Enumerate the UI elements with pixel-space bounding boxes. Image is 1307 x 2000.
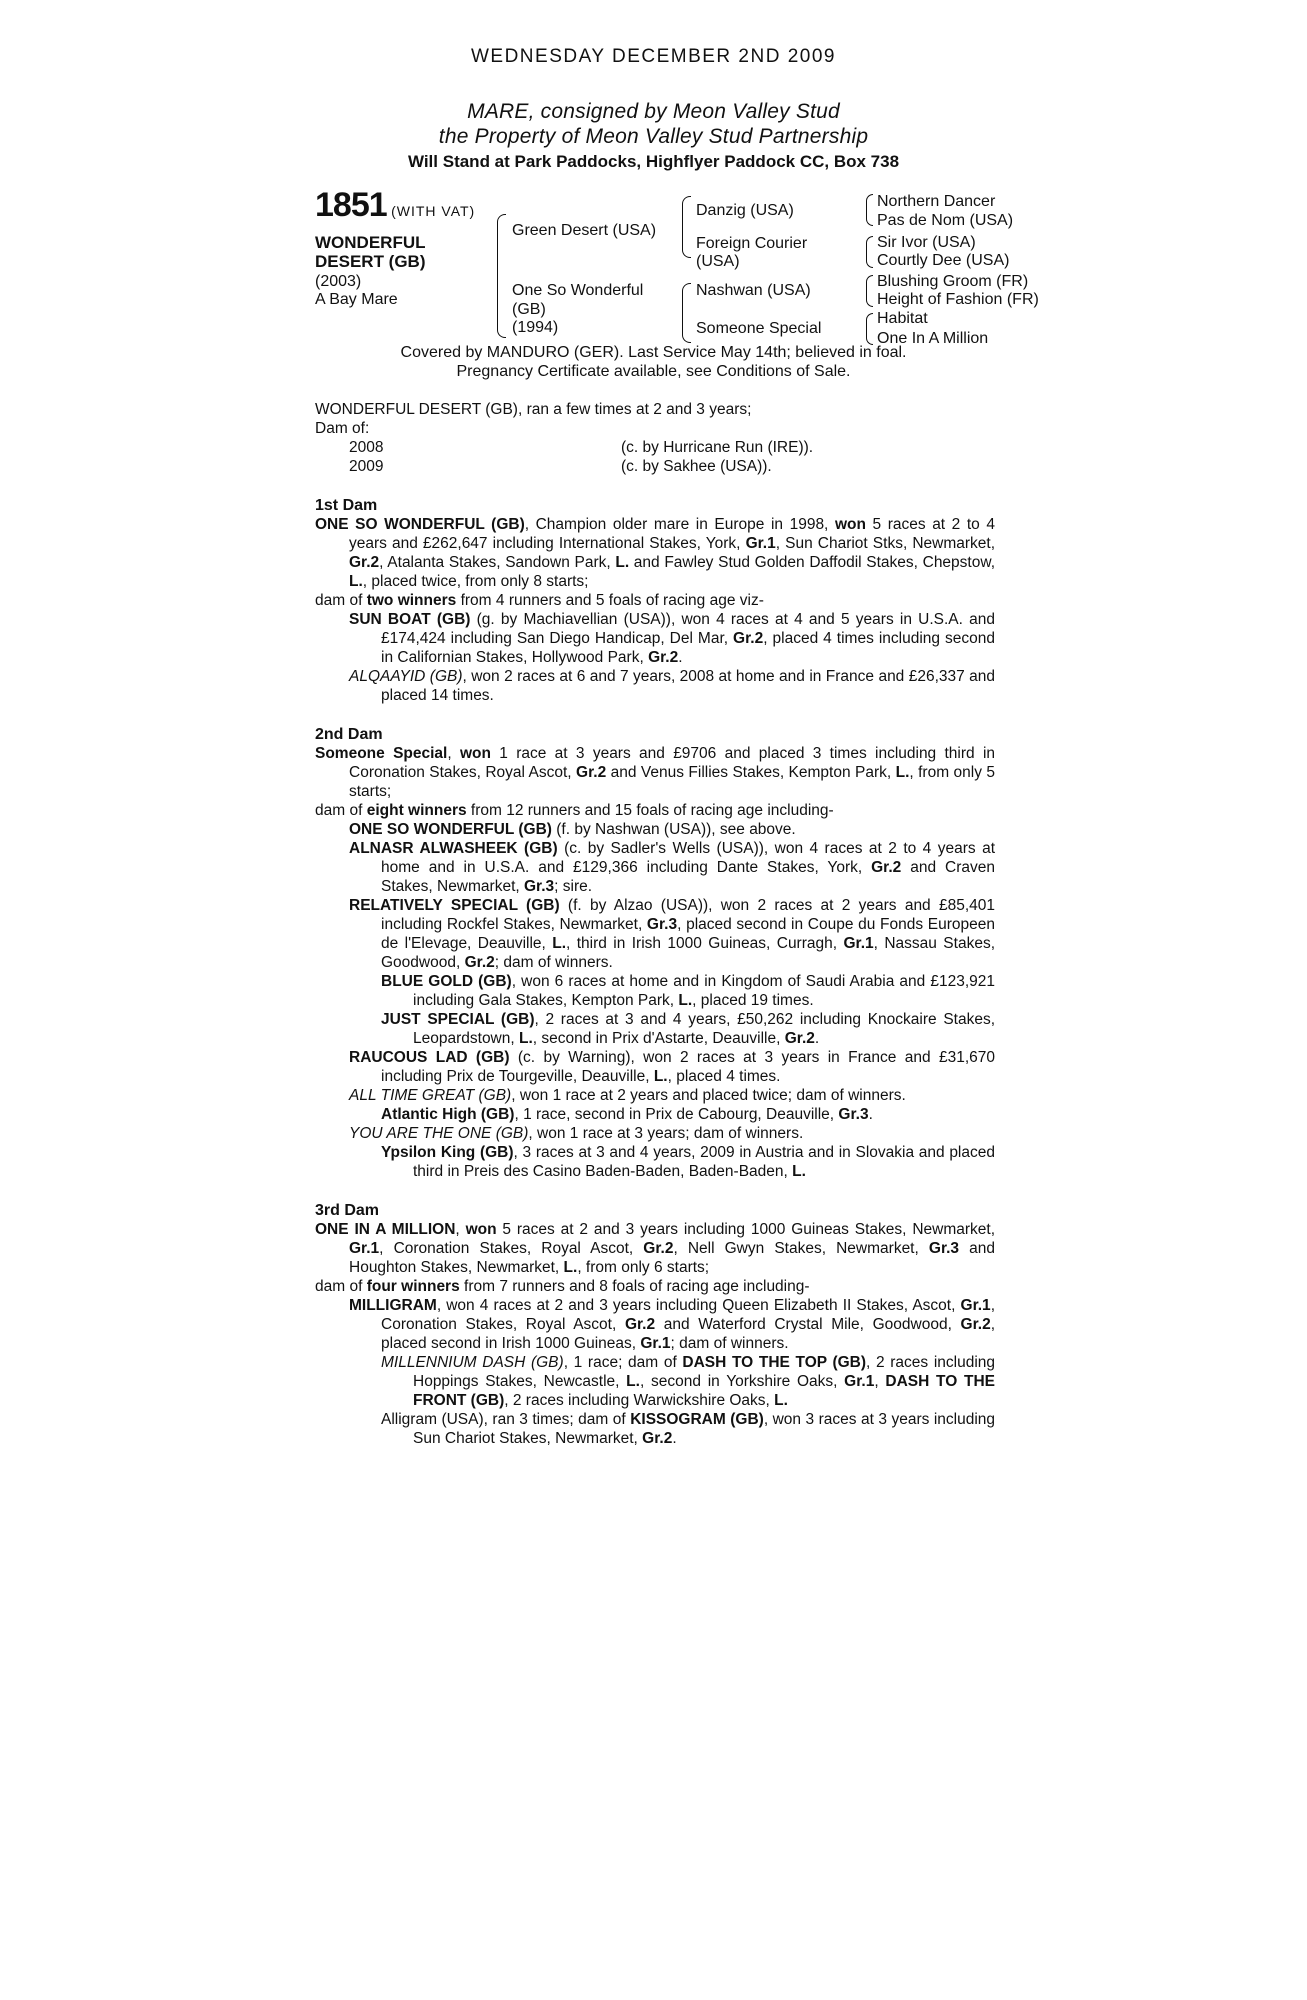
pedigree-dsd: Height of Fashion (FR): [877, 291, 1039, 308]
text-run: , third in Irish 1000 Guineas, Curragh,: [566, 935, 844, 952]
pedigree-sire-sire: Danzig (USA): [696, 202, 794, 219]
text-run: from 12 runners and 15 foals of racing age including-: [466, 802, 834, 819]
pedigree-brace-3c: [866, 275, 873, 307]
text-run: .: [678, 649, 683, 666]
pedigree-brace-1: [497, 214, 506, 338]
italic-text: ALL TIME GREAT (GB): [349, 1087, 512, 1104]
bold-text: Gr.2: [871, 859, 902, 876]
text-run: , Champion older mare in Europe in 1998,: [524, 516, 835, 533]
second-dam-damof: [315, 801, 995, 820]
text-run: , second in Prix d'Astarte, Deauville,: [532, 1030, 785, 1047]
text-run: , placed 4 times.: [667, 1068, 781, 1085]
bold-text: ALNASR ALWASHEEK (GB): [349, 840, 558, 857]
text-run: ,: [874, 1373, 886, 1390]
text-run: dam of: [315, 592, 367, 609]
bold-text: Gr.2: [648, 649, 679, 666]
bold-text: won: [459, 745, 491, 762]
progeny-entry: [315, 972, 995, 1010]
pedigree-brace-2a: [682, 196, 691, 258]
catalogue-body: [315, 400, 995, 1448]
bold-text: Someone Special: [315, 745, 448, 762]
pedigree-sds: Sir Ivor (USA): [877, 234, 976, 251]
text-run: , Atalanta Stakes, Sandown Park,: [379, 554, 616, 571]
text-run: ; dam of winners.: [670, 1335, 789, 1352]
text-run: , placed twice, from only 8 starts;: [362, 573, 589, 590]
pedigree-dss: Blushing Groom (FR): [877, 273, 1029, 290]
progeny-entry: [315, 1353, 995, 1410]
first-dam-para: [315, 515, 995, 591]
text-run: , won 3 races at 3 years including Sun Chariot Stakes, Newmarket,: [413, 1411, 996, 1447]
race-record: WONDERFUL DESERT (GB), ran a few times at 2 and 3 years;: [315, 401, 752, 418]
text-run: , placed 4 times including second in Californian Stakes, Hollywood Park,: [381, 630, 995, 666]
bold-text: Gr.1: [349, 1240, 380, 1257]
progeny-entry: [315, 1010, 995, 1048]
bold-text: Gr.1: [844, 1373, 875, 1390]
bold-text: RELATIVELY SPECIAL (GB): [349, 897, 560, 914]
text-run: (c. by Sadler's Wells (USA)), won 4 races at 2 to 4 years at home and in U.S.A. and £129,366 including Dante Stakes, York,: [381, 840, 995, 876]
pedigree-ssd: Pas de Nom (USA): [877, 212, 1014, 229]
text-run: , placed second in Irish 1000 Guineas,: [381, 1316, 996, 1352]
pedigree-sdd: Courtly Dee (USA): [877, 252, 1010, 269]
pedigree-sire-dam-line2: (USA): [696, 253, 740, 270]
italic-text: MILLENNIUM DASH (GB): [381, 1354, 564, 1371]
bold-text: MILLIGRAM: [349, 1297, 437, 1314]
bold-text: L.: [678, 992, 693, 1009]
bold-text: Gr.2: [464, 954, 495, 971]
progeny-entry: [315, 1105, 995, 1124]
bold-text: four winners: [366, 1278, 460, 1295]
text-run: , Coronation Stakes, Royal Ascot,: [379, 1240, 644, 1257]
text-run: dam of: [315, 802, 367, 819]
horse-description: A Bay Mare: [315, 291, 398, 308]
text-run: dam of: [315, 1278, 367, 1295]
text-run: , 2 races including Warwickshire Oaks,: [504, 1392, 775, 1409]
foaling-year: (2003): [315, 273, 362, 290]
text-run: , Nell Gwyn Stakes, Newmarket,: [673, 1240, 929, 1257]
horse-name-line1: WONDERFUL: [315, 233, 426, 252]
stand-line: Will Stand at Park Paddocks, Highflyer Paddock CC, Box 738: [407, 152, 900, 171]
bold-text: Atlantic High (GB): [381, 1106, 515, 1123]
text-run: , won 4 races at 2 and 3 years including Queen Elizabeth II Stakes, Ascot,: [436, 1297, 961, 1314]
pedigree-ddd: One In A Million: [877, 330, 989, 347]
text-run: and Waterford Crystal Mile, Goodwood,: [655, 1316, 961, 1333]
text-run: 1 race at 3 years and £9706 and placed 3 times including third in Coronation Stakes, Royal Ascot,: [349, 745, 996, 781]
progeny-entry: [315, 1086, 995, 1105]
italic-text: YOU ARE THE ONE (GB): [349, 1125, 529, 1142]
text-run: , won 1 race at 3 years; dam of winners.: [528, 1125, 804, 1142]
bold-text: Gr.1: [640, 1335, 671, 1352]
covered-note: Covered by MANDURO (GER). Last Service May 14th; believed in foal.: [400, 344, 907, 361]
progeny-entry: [315, 896, 995, 972]
produce-desc: (c. by Sakhee (USA)).: [621, 458, 772, 475]
pregnancy-note: Pregnancy Certificate available, see Conditions of Sale.: [456, 363, 851, 380]
progeny-entry: [315, 1296, 995, 1353]
text-run: (f. by Alzao (USA)), won 2 races at 2 years and £85,401 including Rockfel Stakes, Newmarket,: [381, 897, 995, 933]
bold-text: won: [465, 1221, 497, 1238]
text-run: , from only 6 starts;: [577, 1259, 710, 1276]
bold-text: L.: [519, 1030, 533, 1047]
bold-text: L.: [349, 573, 363, 590]
bold-text: L.: [653, 1068, 668, 1085]
bold-text: DASH TO THE FRONT (GB): [413, 1373, 995, 1409]
first-dam-damof: [315, 591, 995, 610]
bold-text: L.: [552, 935, 567, 952]
pedigree-sire-dam-line1: Foreign Courier: [696, 235, 808, 252]
bold-text: Gr.2: [642, 1430, 673, 1447]
produce-row: [315, 457, 995, 476]
bold-text: JUST SPECIAL (GB): [381, 1011, 535, 1028]
bold-text: Gr.2: [643, 1240, 674, 1257]
bold-text: ONE SO WONDERFUL (GB): [349, 821, 552, 838]
property-line: the Property of Meon Valley Stud Partnership: [438, 125, 869, 148]
text-run: ,: [455, 1221, 466, 1238]
bold-text: Gr.2: [349, 554, 380, 571]
bold-text: L.: [895, 764, 910, 781]
pedigree-brace-3a: [866, 194, 873, 226]
text-run: , won 1 race at 2 years and placed twice; dam of winners.: [511, 1087, 906, 1104]
text-run: and Craven Stakes, Newmarket,: [381, 859, 995, 895]
text-run: , 1 race, second in Prix de Cabourg, Deauville,: [514, 1106, 839, 1123]
produce-year: 2008: [349, 439, 384, 456]
bold-text: eight winners: [366, 802, 467, 819]
text-run: , won 2 races at 6 and 7 years, 2008 at home and in France and £26,337 and placed 14 times.: [381, 668, 996, 704]
consignor-line: MARE, consigned by Meon Valley Stud: [467, 100, 840, 123]
first-dam-progeny: [315, 610, 995, 705]
horse-name-line2: DESERT (GB): [315, 252, 426, 271]
text-run: 5 races at 2 and 3 years including 1000 Guineas Stakes, Newmarket,: [496, 1221, 996, 1238]
bold-text: BLUE GOLD (GB): [381, 973, 512, 990]
text-run: , won 6 races at home and in Kingdom of Saudi Arabia and £123,921 including Gala Stakes, Kempton Park,: [413, 973, 996, 1009]
bold-text: ONE IN A MILLION: [315, 1221, 456, 1238]
bold-text: DASH TO THE TOP (GB): [682, 1354, 867, 1371]
third-dam-damof: [315, 1277, 995, 1296]
text-run: .: [868, 1106, 873, 1123]
lot-number: 1851: [315, 186, 387, 224]
bold-text: L.: [626, 1373, 640, 1390]
progeny-entry: [315, 1410, 995, 1448]
text-run: , 2 races at 3 and 4 years, £50,262 including Knockaire Stakes, Leopardstown,: [413, 1011, 996, 1047]
pedigree-sire: Green Desert (USA): [512, 222, 657, 239]
text-run: , Coronation Stakes, Royal Ascot,: [381, 1297, 995, 1333]
produce-desc: (c. by Hurricane Run (IRE)).: [621, 439, 814, 456]
pedigree-sss: Northern Dancer: [877, 193, 996, 210]
pedigree-dds: Habitat: [877, 310, 928, 327]
bold-text: Gr.1: [960, 1297, 991, 1314]
bold-text: L.: [792, 1163, 806, 1180]
text-run: and Venus Fillies Stakes, Kempton Park,: [606, 764, 896, 781]
bold-text: Gr.1: [745, 535, 776, 552]
pedigree-dam-sire: Nashwan (USA): [696, 282, 811, 299]
text-run: from 7 runners and 8 foals of racing age including-: [459, 1278, 810, 1295]
italic-text: ALQAAYID (GB): [349, 668, 463, 685]
text-run: ; dam of winners.: [494, 954, 613, 971]
bold-text: Gr.3: [524, 878, 555, 895]
bold-text: Gr.2: [960, 1316, 991, 1333]
bold-text: Gr.3: [646, 916, 678, 933]
bold-text: Gr.2: [576, 764, 607, 781]
text-run: , placed 19 times.: [692, 992, 814, 1009]
bold-text: L.: [615, 554, 630, 571]
bold-text: Gr.2: [733, 630, 764, 647]
pedigree-dam-line1: One So Wonderful: [512, 282, 644, 299]
third-dam-progeny: [315, 1296, 995, 1448]
bold-text: L.: [774, 1392, 788, 1409]
text-run: , second in Yorkshire Oaks,: [639, 1373, 845, 1390]
text-run: ; sire.: [554, 878, 593, 895]
bold-text: RAUCOUS LAD (GB): [349, 1049, 510, 1066]
text-run: and Houghton Stakes, Newmarket,: [349, 1240, 996, 1276]
pedigree-brace-3d: [866, 313, 873, 345]
third-dam-heading: 3rd Dam: [315, 1202, 380, 1219]
lot-heading: [315, 186, 476, 224]
text-run: (c. by Warning), won 2 races at 3 years in France and £31,670 including Prix de Tourgeville, Deauville,: [381, 1049, 995, 1085]
sale-date: WEDNESDAY DECEMBER 2ND 2009: [470, 46, 836, 67]
pedigree-dam-line2: (GB): [512, 301, 546, 318]
text-run: from 4 runners and 5 foals of racing age viz-: [456, 592, 764, 609]
text-run: 5 races at 2 to 4 years and £262,647 including International Stakes, York,: [349, 516, 995, 552]
bold-text: Gr.3: [838, 1106, 869, 1123]
bold-text: two winners: [366, 592, 457, 609]
progeny-entry: [315, 1124, 995, 1143]
bold-text: KISSOGRAM (GB): [630, 1411, 764, 1428]
text-run: , 3 races at 3 and 4 years, 2009 in Austria and in Slovakia and placed third in Preis des Casino Baden-Baden, Baden-Baden,: [413, 1144, 995, 1180]
vat-note: (WITH VAT): [391, 203, 476, 219]
pedigree-dam-line3: (1994): [512, 319, 559, 336]
text-run: .: [814, 1030, 820, 1047]
text-run: , Sun Chariot Stks, Newmarket,: [775, 535, 995, 552]
progeny-entry: [315, 610, 995, 667]
bold-text: Gr.2: [784, 1030, 815, 1047]
bold-text: Gr.3: [928, 1240, 960, 1257]
produce-row: [315, 438, 995, 457]
progeny-entry: [315, 667, 995, 705]
first-dam-heading: 1st Dam: [315, 497, 378, 514]
bold-text: Gr.2: [624, 1316, 656, 1333]
second-dam-progeny: [315, 820, 995, 1181]
progeny-entry: [315, 839, 995, 896]
bold-text: Ypsilon King (GB): [381, 1144, 514, 1161]
text-run: ,: [447, 745, 460, 762]
progeny-entry: [315, 820, 995, 839]
text-run: , placed second in Coupe du Fonds Europeen de l'Elevage, Deauville,: [381, 916, 996, 952]
pedigree-brace-3b: [866, 236, 873, 268]
text-run: .: [672, 1430, 677, 1447]
bold-text: SUN BOAT (GB): [349, 611, 471, 628]
pedigree-brace-2b: [682, 283, 691, 343]
text-run: , from only 5 starts;: [349, 764, 996, 800]
text-run: Alligram (USA), ran 3 times; dam of: [381, 1411, 631, 1428]
third-dam-para: [315, 1220, 995, 1277]
text-run: , 2 races including Hoppings Stakes, Newcastle,: [413, 1354, 996, 1390]
text-run: and Fawley Stud Golden Daffodil Stakes, Chepstow,: [629, 554, 995, 571]
produce-year: 2009: [349, 458, 384, 475]
bold-text: ONE SO WONDERFUL (GB): [315, 516, 525, 533]
bold-text: won: [834, 516, 866, 533]
second-dam-heading: 2nd Dam: [315, 726, 383, 743]
bold-text: Gr.1: [843, 935, 874, 952]
dam-of-label: Dam of:: [315, 420, 370, 437]
text-run: , 1 race; dam of: [563, 1354, 683, 1371]
text-run: , Nassau Stakes, Goodwood,: [381, 935, 995, 971]
second-dam-para: [315, 744, 995, 801]
pedigree-dam-dam: Someone Special: [696, 320, 822, 337]
text-run: (f. by Nashwan (USA)), see above.: [551, 821, 796, 838]
progeny-entry: [315, 1143, 995, 1181]
bold-text: L.: [563, 1259, 578, 1276]
text-run: (g. by Machiavellian (USA)), won 4 races at 4 and 5 years in U.S.A. and £174,424 including San Diego Handicap, Del Mar,: [381, 611, 995, 647]
progeny-entry: [315, 1048, 995, 1086]
